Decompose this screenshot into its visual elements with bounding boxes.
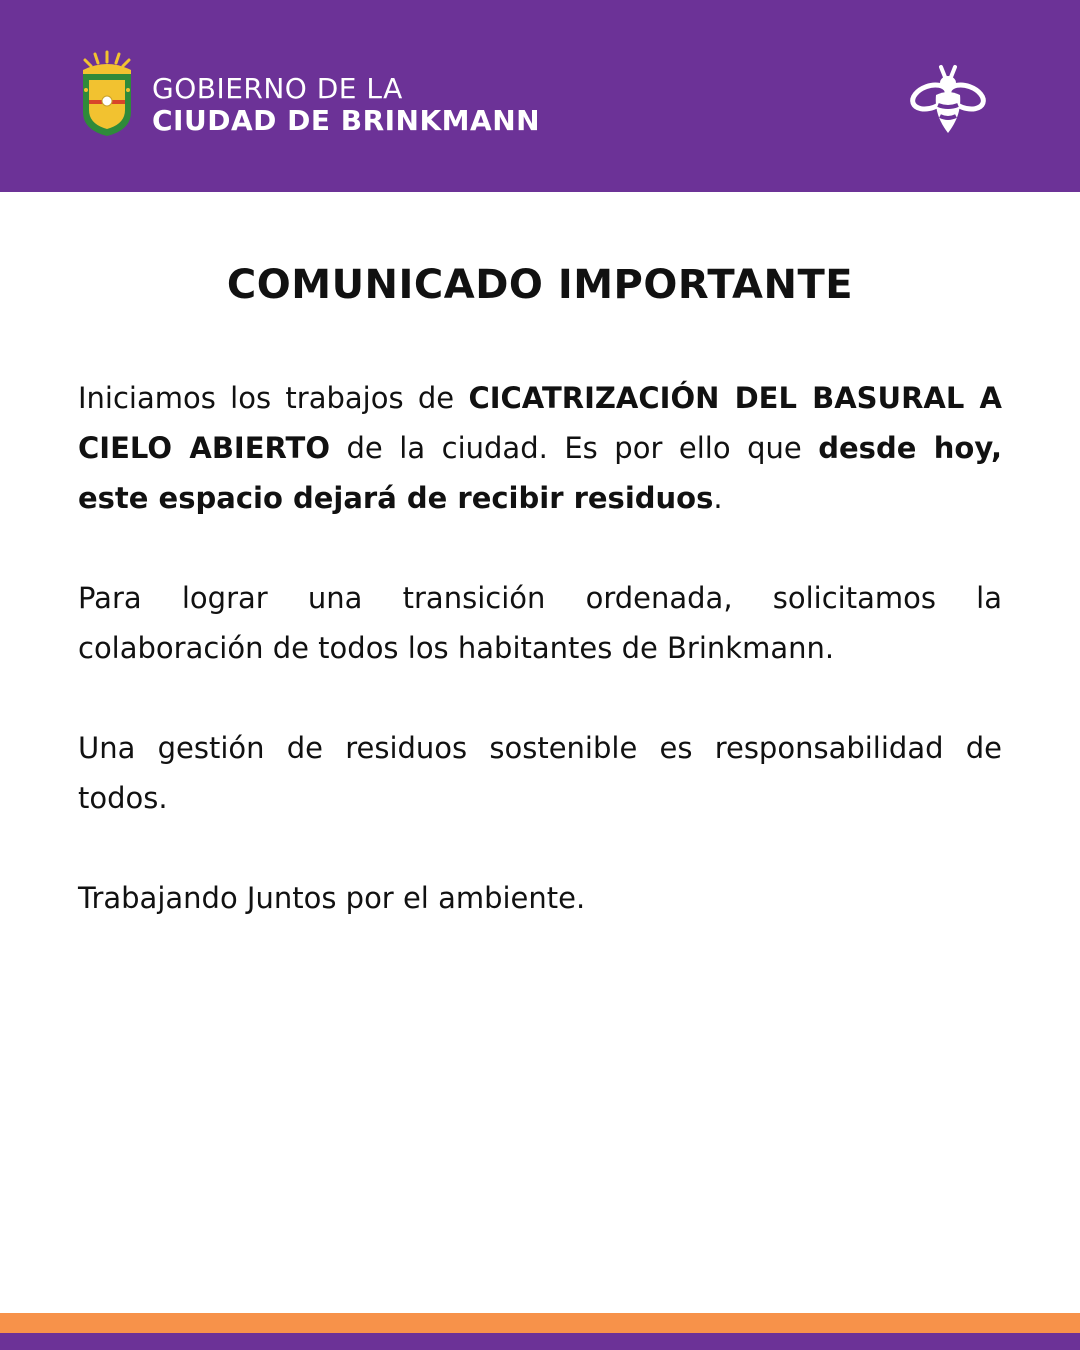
header-bar bbox=[0, 0, 1080, 192]
page-title: COMUNICADO IMPORTANTE bbox=[226, 262, 854, 308]
paragraph-1 bbox=[78, 373, 1002, 523]
brand-line1: GOBIERNO DE LA bbox=[152, 72, 403, 105]
p1-text-a: Iniciamos los trabajos de bbox=[78, 381, 469, 415]
city-crest-icon bbox=[77, 50, 137, 138]
announcement-body bbox=[78, 373, 1002, 973]
p1-emphasis-basural: CICATRIZACIÓN DEL BASURAL A CIELO ABIERTO bbox=[78, 381, 1002, 465]
p1-text-c: de la ciudad. Es por ello que bbox=[330, 431, 819, 465]
footer-stripe-orange bbox=[0, 1313, 1080, 1333]
bee-icon bbox=[908, 57, 988, 137]
paragraph-3: Una gestión de residuos sostenible es responsabilidad de todos. bbox=[78, 731, 1002, 815]
p1-text-e: . bbox=[713, 481, 723, 515]
brand-wordmark bbox=[152, 73, 540, 137]
paragraph-2: Para lograr una transición ordenada, solicitamos la colaboración de todos los habitantes de Brinkmann. bbox=[78, 581, 1002, 665]
p1-emphasis-desde-hoy: desde hoy, este espacio dejará de recibir residuos bbox=[78, 431, 1002, 515]
footer-stripe-purple bbox=[0, 1333, 1080, 1350]
paragraph-4: Trabajando Juntos por el ambiente. bbox=[78, 881, 586, 915]
brand-line2: CIUDAD DE BRINKMANN bbox=[152, 104, 541, 137]
